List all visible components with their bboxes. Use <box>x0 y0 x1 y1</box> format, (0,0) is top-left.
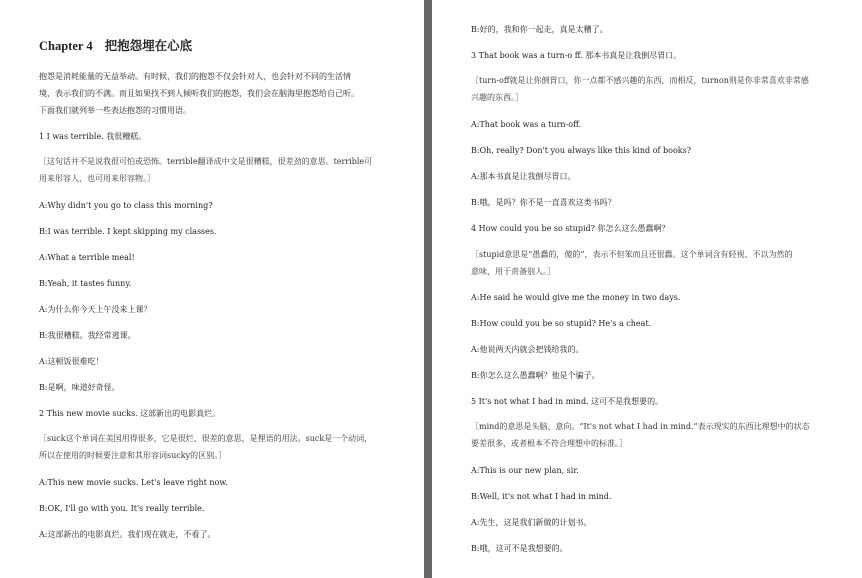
note-line: ［stupid意思是“愚蠢的，傻的”，表示不但笨而且还很蠢。这个单词含有轻视、不以为然的 <box>471 250 793 259</box>
note-line: 用来形容人，也可用来形容物。］ <box>39 174 155 183</box>
dialog-line: B:哦，这可不是我想要的。 <box>471 544 568 553</box>
dialog-line: B:Oh, really? Don't you always like this kind of books? <box>471 146 692 155</box>
note-line: ［suck这个单词在美国用得很多，它是很烂、很差的意思，是俚语的用法。suck是一个动词， <box>39 434 373 443</box>
dialog-line: A:This is our new plan, sir. <box>471 466 579 475</box>
note-line: 要差很多，或者根本不符合理想中的标准。］ <box>471 439 627 448</box>
dialog-line: B:How could you be so stupid? He's a cheat. <box>471 319 652 328</box>
dialog-line: A:What a terrible meal! <box>39 253 135 262</box>
dialog-line: B:哦，是吗？你不是一直喜欢这类书吗？ <box>471 198 616 207</box>
dialog-line: B:Well, it's not what I had in mind. <box>471 492 612 501</box>
dialog-line: B:I was terrible. I kept skipping my classes. <box>39 227 217 236</box>
chapter-number: Chapter 4 <box>39 39 93 53</box>
note-line: ［这句话并不是说我很可怕或恐怖。terrible翻译成中文是很糟糕，很差劲的意思。terrible可 <box>39 157 373 166</box>
dialog-line: A:这部新出的电影真烂。我们现在就走，不看了。 <box>39 530 216 539</box>
dialog-line: A:He said he would give me the money in two days. <box>471 293 681 302</box>
dialog-line: A:This new movie sucks. Let's leave right now. <box>39 478 228 487</box>
item-heading-3: 3 That book was a turn-o ff. 那本书真是让我倒尽胃口。 <box>471 51 682 60</box>
chapter-title: 把抱怨埋在心底 <box>104 38 193 53</box>
item-heading-4: 4 How could you be so stupid? 你怎么这么愚蠢啊？ <box>471 224 670 233</box>
item-heading-1: 1 I was terrible. 我很糟糕。 <box>39 132 147 141</box>
intro-line: 下面我们就列举一些表达抱怨的习惯用语。 <box>39 106 191 115</box>
note-line: 兴趣的东西。］ <box>471 93 523 102</box>
dialog-line: B:你怎么这么愚蠢啊？他是个骗子。 <box>471 371 600 380</box>
item-heading-2: 2 This new movie sucks. 这部新出的电影真烂。 <box>39 409 221 418</box>
dialog-line: B:好的，我和你一起走，真是太糟了。 <box>471 25 608 34</box>
right-page <box>432 0 862 578</box>
chapter-heading <box>39 36 192 54</box>
dialog-line: B:是啊，味道好奇怪。 <box>39 383 120 392</box>
dialog-line: A:那本书真是让我倒尽胃口。 <box>471 172 576 181</box>
note-line: 所以在使用的时候要注意和其形容词sucky的区别。］ <box>39 451 227 460</box>
dialog-line: B:OK, I'll go with you. It's really terrible. <box>39 504 205 513</box>
note-line: ［turn-off就是让你倒胃口，你一点都不感兴趣的东西，而相反，turnon则是你非常喜欢非常感 <box>471 76 809 85</box>
dialog-line: A:为什么你今天上午没来上课？ <box>39 305 152 314</box>
left-page <box>0 0 424 578</box>
dialog-line: A:这顿饭很难吃！ <box>39 357 104 366</box>
dialog-line: B:Yeah, it tastes funny. <box>39 279 132 288</box>
dialog-line: A:先生，这是我们新做的计划书。 <box>471 518 592 527</box>
page-divider <box>424 0 432 578</box>
intro-line: 境，表示我们的不满。而且如果找不到人倾听我们的抱怨，我们会在脑海里抱怨给自己听。 <box>39 89 359 98</box>
dialog-line: B:我很糟糕。我经常逃课。 <box>39 331 136 340</box>
note-line: ［mind的意思是头脑、意向。“It's not what I had in mind.”表示现实的东西比理想中的状态 <box>471 422 810 431</box>
dialog-line: A:他说两天内就会把钱给我的。 <box>471 345 584 354</box>
item-heading-5: 5 It's not what I had in mind. 这可不是我想要的。 <box>471 397 664 406</box>
intro-line: 抱怨是消耗能量的无益举动。有时候，我们的抱怨不仅会针对人，也会针对不同的生活情 <box>39 72 351 81</box>
dialog-line: A:That book was a turn-off. <box>471 120 582 129</box>
dialog-line: A:Why didn't you go to class this morning? <box>39 201 213 210</box>
note-line: 意味，用于责备别人。］ <box>471 267 555 276</box>
